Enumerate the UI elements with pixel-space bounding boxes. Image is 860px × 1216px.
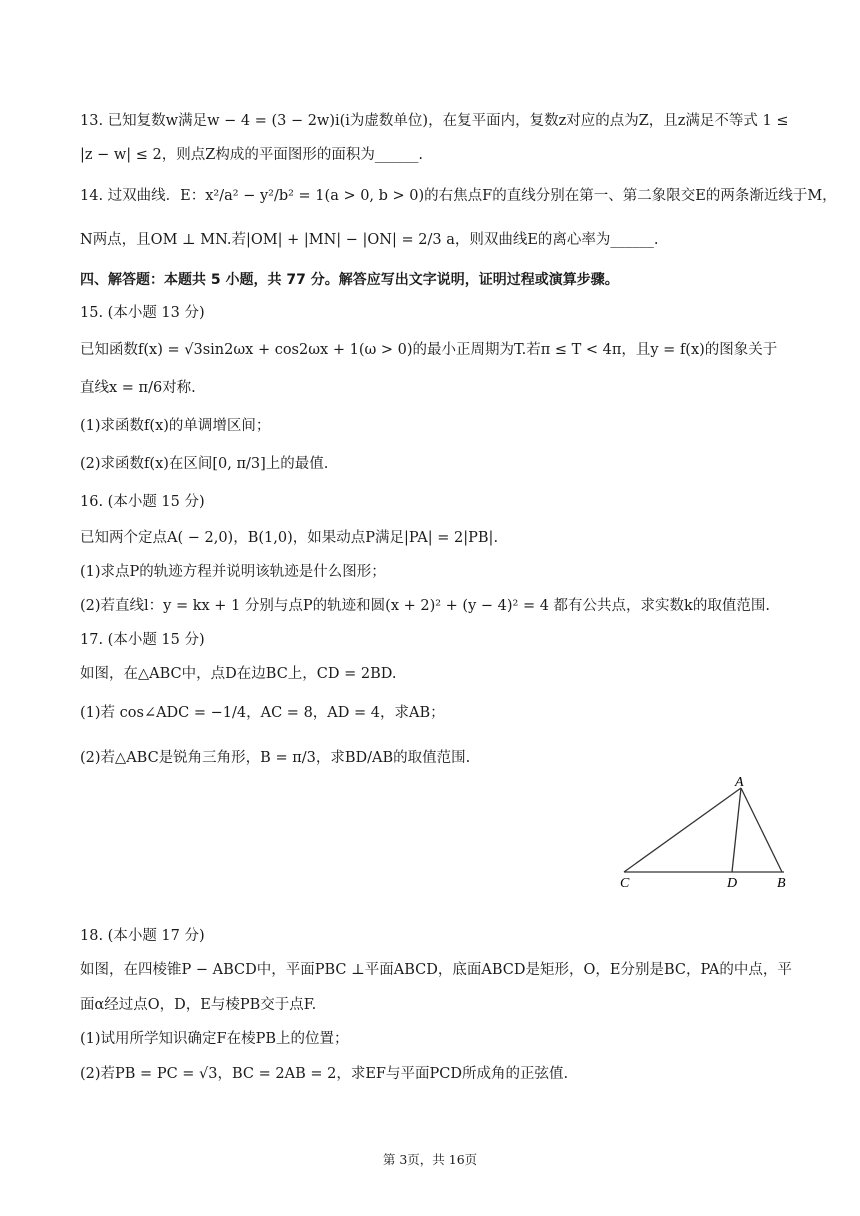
q13-line1: 13. 已知复数w满足w − 4 = (3 − 2w)i(i为虚数单位)，在复平面内，复数z对应的点为Z，且z满足不等式 1 ≤ bbox=[80, 113, 789, 129]
segment-ab bbox=[741, 788, 782, 872]
q18-line2: 面α经过点O，D，E与棱PB交于点F. bbox=[80, 997, 317, 1013]
label-b: B bbox=[777, 876, 786, 891]
page-footer: 第 3页，共 16页 bbox=[382, 1152, 478, 1167]
label-c: C bbox=[620, 876, 630, 891]
segment-ca bbox=[624, 788, 741, 872]
q15-part1: (1)求函数f(x)的单调增区间； bbox=[80, 418, 271, 434]
q18-title: 18. (本小题 17 分) bbox=[80, 928, 205, 944]
triangle-figure bbox=[614, 774, 804, 894]
section-heading: 四、解答题：本题共 5 小题，共 77 分。解答应写出文字说明，证明过程或演算步骤。 bbox=[80, 272, 619, 288]
q16-part2: (2)若直线l：y = kx + 1 分别与点P的轨迹和圆(x + 2)² + (y − 4)² = 4 都有公共点，求实数k的取值范围. bbox=[80, 598, 770, 614]
q14-line1: 14. 过双曲线．E：x²/a² − y²/b² = 1(a > 0, b > 0)的右焦点F的直线分别在第一、第二象限交E的两条渐近线于M， bbox=[80, 188, 837, 204]
q18-part2: (2)若PB = PC = √3，BC = 2AB = 2，求EF与平面PCD所成角的正弦值. bbox=[80, 1066, 569, 1082]
label-d: D bbox=[727, 876, 738, 891]
q17-part2: (2)若△ABC是锐角三角形，B = π/3，求BD/AB的取值范围. bbox=[80, 750, 471, 766]
label-a: A bbox=[735, 775, 744, 790]
q16-part1: (1)求点P的轨迹方程并说明该轨迹是什么图形； bbox=[80, 564, 386, 580]
q17-title: 17. (本小题 15 分) bbox=[80, 632, 205, 648]
q14-line2: N两点，且OM ⊥ MN.若|OM| + |MN| − |ON| = 2/3 a，则双曲线E的离心率为______. bbox=[80, 232, 659, 248]
segment-ad bbox=[732, 788, 741, 872]
q18-line1: 如图，在四棱锥P − ABCD中，平面PBC ⊥平面ABCD，底面ABCD是矩形，O，E分别是BC，PA的中点，平 bbox=[80, 962, 792, 978]
q16-title: 16. (本小题 15 分) bbox=[80, 494, 205, 510]
q15-line2: 直线x = π/6对称. bbox=[80, 380, 196, 396]
q15-line1: 已知函数f(x) = √3sin2ωx + cos2ωx + 1(ω > 0)的最小正周期为T.若π ≤ T < 4π，且y = f(x)的图象关于 bbox=[80, 342, 778, 358]
q13-line2: |z − w| ≤ 2，则点Z构成的平面图形的面积为______. bbox=[80, 147, 423, 163]
q16-line1: 已知两个定点A( − 2,0)，B(1,0)，如果动点P满足|PA| = 2|PB|. bbox=[80, 530, 499, 546]
q17-line1: 如图，在△ABC中，点D在边BC上，CD = 2BD. bbox=[80, 666, 397, 682]
q15-part2: (2)求函数f(x)在区间[0, π/3]上的最值. bbox=[80, 456, 329, 472]
q15-title: 15. (本小题 13 分) bbox=[80, 305, 205, 321]
q17-part1: (1)若 cos∠ADC = −1/4，AC = 8，AD = 4，求AB； bbox=[80, 705, 445, 721]
q18-part1: (1)试用所学知识确定F在棱PB上的位置； bbox=[80, 1031, 349, 1047]
